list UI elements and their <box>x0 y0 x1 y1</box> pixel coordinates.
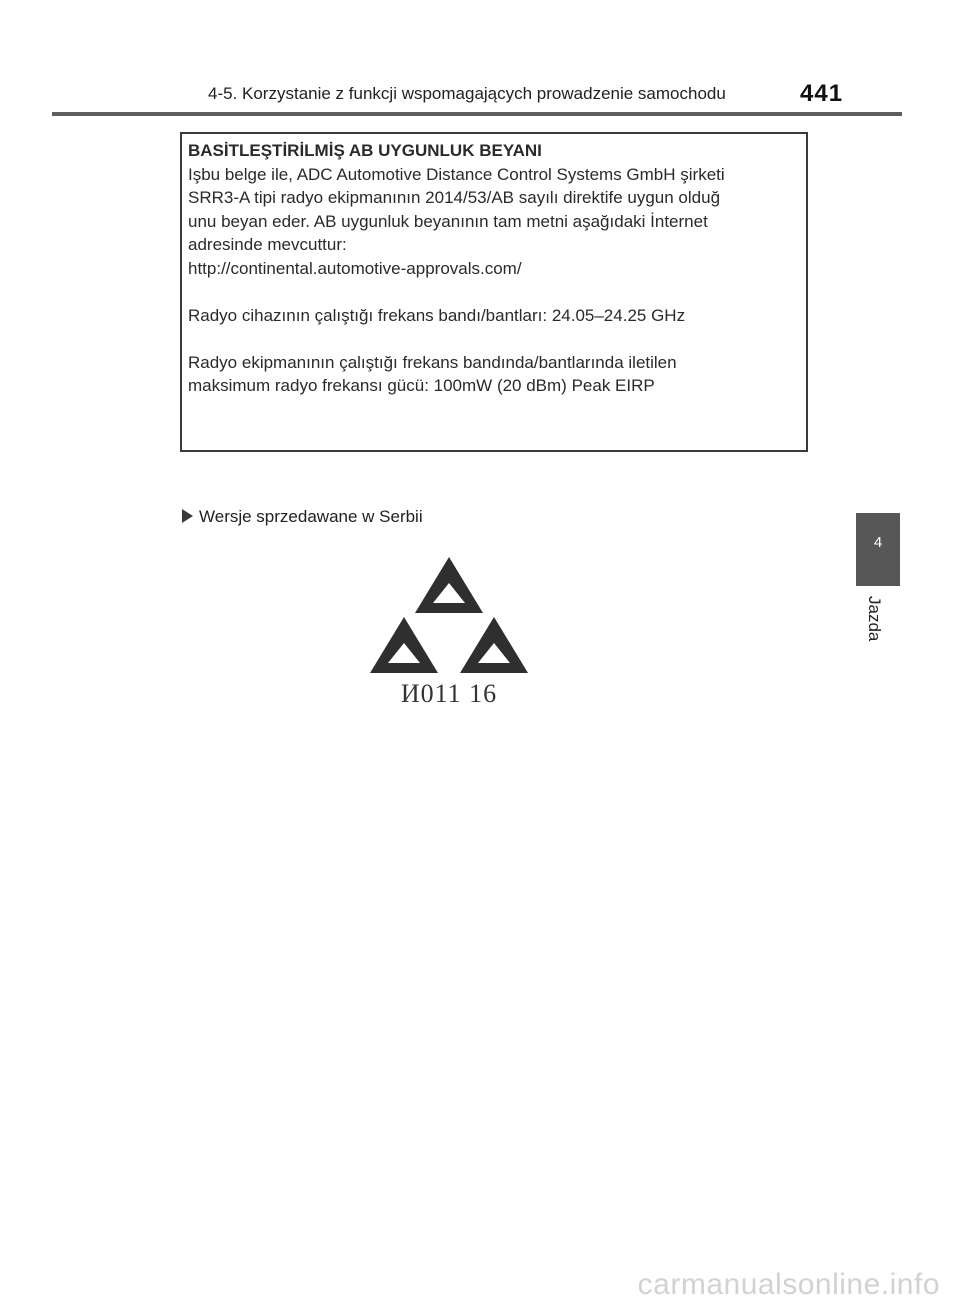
page-number: 441 <box>800 80 844 107</box>
declaration-box <box>180 132 808 452</box>
declaration-line: adresinde mevcuttur: <box>188 235 347 254</box>
paragraph-gap <box>188 280 798 304</box>
watermark: carmanualsonline.info <box>637 1268 940 1301</box>
chapter-title: Jazda <box>865 596 884 642</box>
section-title: 4-5. Korzystanie z funkcji wspomagających prowadzenie samochodu <box>208 84 726 103</box>
declaration-line: SRR3-A tipi radyo ekipmanının 2014/53/AB sayılı direktife uygun olduğ <box>188 188 721 207</box>
header-divider <box>52 112 902 116</box>
serbia-section-label: Wersje sprzedawane w Serbii <box>199 507 423 526</box>
arrow-right-icon <box>182 509 193 523</box>
chapter-number: 4 <box>873 534 883 551</box>
frequency-band-line: Radyo cihazının çalıştığı frekans bandı/bantları: 24.05–24.25 GHz <box>188 305 686 325</box>
serbia-conformity-triangles-icon <box>366 555 532 675</box>
paragraph-gap <box>188 327 798 351</box>
declaration-line: unu beyan eder. AB uygunluk beyanının tam metni aşağıdaki İnternet <box>188 211 708 231</box>
serbia-conformity-mark <box>366 555 532 715</box>
max-power-line: maksimum radyo frekansı gücü: 100mW (20 dBm) Peak EIRP <box>188 376 655 395</box>
chapter-tab[interactable] <box>856 513 900 586</box>
serbia-section-heading <box>182 507 423 527</box>
declaration-line: Radyo ekipmanının çalıştığı frekans bandında/bantlarında iletilen <box>188 352 677 372</box>
declaration-title: BASİTLEŞTİRİLMİŞ AB UYGUNLUK BEYANI <box>188 141 542 160</box>
declaration-line: Işbu belge ile, ADC Automotive Distance Control Systems GmbH şirketi <box>188 164 725 184</box>
declaration-url: http://continental.automotive-approvals.com/ <box>188 258 522 278</box>
serbia-mark-code: И011 16 <box>400 679 498 708</box>
